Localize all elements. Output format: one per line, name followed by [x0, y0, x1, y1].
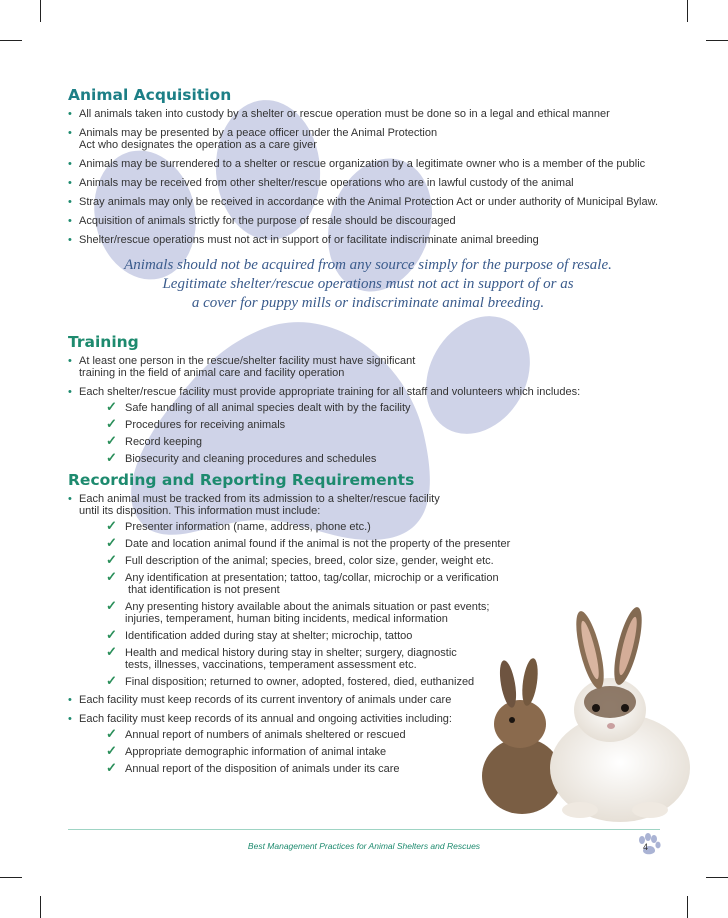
list-item-line: until its disposition. This information must include: [79, 505, 321, 517]
checklist-line: Health and medical history during stay in shelter; surgery, diagnostic [125, 647, 457, 659]
section-heading-recording-reporting: Recording and Reporting Requirements [68, 471, 415, 489]
pull-quote-line: a cover for puppy mills or indiscriminate animal breeding. [191, 295, 545, 311]
checklist-item [106, 555, 668, 567]
checklist-item: ✓ Annual report of numbers of animals sheltered or rescued [106, 729, 668, 741]
list-item-line: training in the field of animal care and facility operation [79, 367, 345, 379]
rabbits-photo [470, 598, 728, 822]
list-item: • Animals may be received from other shelter/rescue operations who are in lawful custody of the animal [68, 177, 668, 189]
list-item: • All animals taken into custody by a shelter or rescue operation must be done so in a legal and ethical manner [68, 108, 668, 120]
checklist-line: injuries, temperament, human biting incidents, medical information [125, 613, 448, 625]
checklist-item: ✓ Annual report of the disposition of animals under its care [106, 763, 668, 775]
paw-icon [636, 833, 662, 857]
checklist-item [106, 538, 668, 550]
list-item: • Animals may be surrendered to a shelter or rescue organization by a legitimate owner who is a member of the public [68, 158, 668, 170]
list-item: • Each shelter/rescue facility must provide appropriate training for all staff and volunteers which includes: [68, 386, 668, 398]
footer-divider [68, 829, 660, 830]
checklist-item: ✓ Safe handling of all animal species dealt with by the facility [106, 402, 668, 414]
page-number: 4 [643, 842, 649, 852]
checklist-line: Full description of the animal; species, breed, color size, gender, weight etc. [125, 555, 494, 567]
pull-quote-line: Animals should not be acquired from any source simply for the purpose of resale. [124, 257, 612, 273]
checklist-line: Any identification at presentation; tattoo, tag/collar, microchip or a verification [125, 572, 499, 584]
list-item-line: Act who designates the operation as a care giver [79, 139, 317, 151]
checklist-line: tests, illnesses, vaccinations, temperament assessment etc. [125, 659, 417, 671]
list-item: • Shelter/rescue operations must not act in support of or facilitate indiscriminate animal breeding [68, 234, 668, 246]
checklist-item: ✓ Record keeping [106, 436, 668, 448]
list-item-line: At least one person in the rescue/shelter facility must have significant [79, 355, 416, 367]
training-bullet-list [68, 355, 668, 398]
list-item: • Stray animals may only be received in accordance with the Animal Protection Act or under authority of Municipal Bylaw. [68, 196, 668, 208]
checklist-line: Identification added during stay at shelter; microchip, tattoo [125, 630, 413, 642]
list-item-line: Each animal must be tracked from its admission to a shelter/rescue facility [79, 493, 440, 505]
list-item: • Acquisition of animals strictly for the purpose of resale should be discouraged [68, 215, 668, 227]
list-item [68, 355, 668, 379]
list-item: • Each facility must keep records of its annual and ongoing activities including: [68, 713, 668, 725]
checklist-line: that identification is not present [125, 584, 280, 596]
list-item [68, 493, 668, 517]
footer-title: Best Management Practices for Animal Shelters and Rescues [247, 841, 481, 851]
list-item-line: Animals may be presented by a peace officer under the Animal Protection [79, 127, 438, 139]
pull-quote [68, 256, 668, 313]
checklist-line: Presenter information (name, address, phone etc.) [125, 521, 371, 533]
checklist-line: Final disposition; returned to owner, adopted, fostered, died, euthanized [125, 676, 475, 688]
checklist-line: Date and location animal found if the animal is not the property of the presenter [125, 538, 511, 550]
checklist-item: ✓ Biosecurity and cleaning procedures and schedules [106, 453, 668, 465]
section-heading-training: Training [68, 333, 139, 351]
training-checklist [106, 402, 668, 465]
checklist-item [106, 521, 668, 533]
list-item: • Each facility must keep records of its current inventory of animals under care [68, 694, 668, 706]
list-item [68, 127, 668, 151]
recording-bullet-list [68, 493, 668, 517]
checklist-item: ✓ Procedures for receiving animals [106, 419, 668, 431]
acquisition-bullet-list [68, 108, 668, 246]
checklist-item [106, 572, 668, 596]
section-heading-animal-acquisition: Animal Acquisition [68, 86, 232, 104]
pull-quote-line: Legitimate shelter/rescue operations must not act in support of or as [162, 276, 574, 292]
checklist-line: Any presenting history available about the animals situation or past events; [125, 601, 490, 613]
checklist-item: ✓ Appropriate demographic information of animal intake [106, 746, 668, 758]
